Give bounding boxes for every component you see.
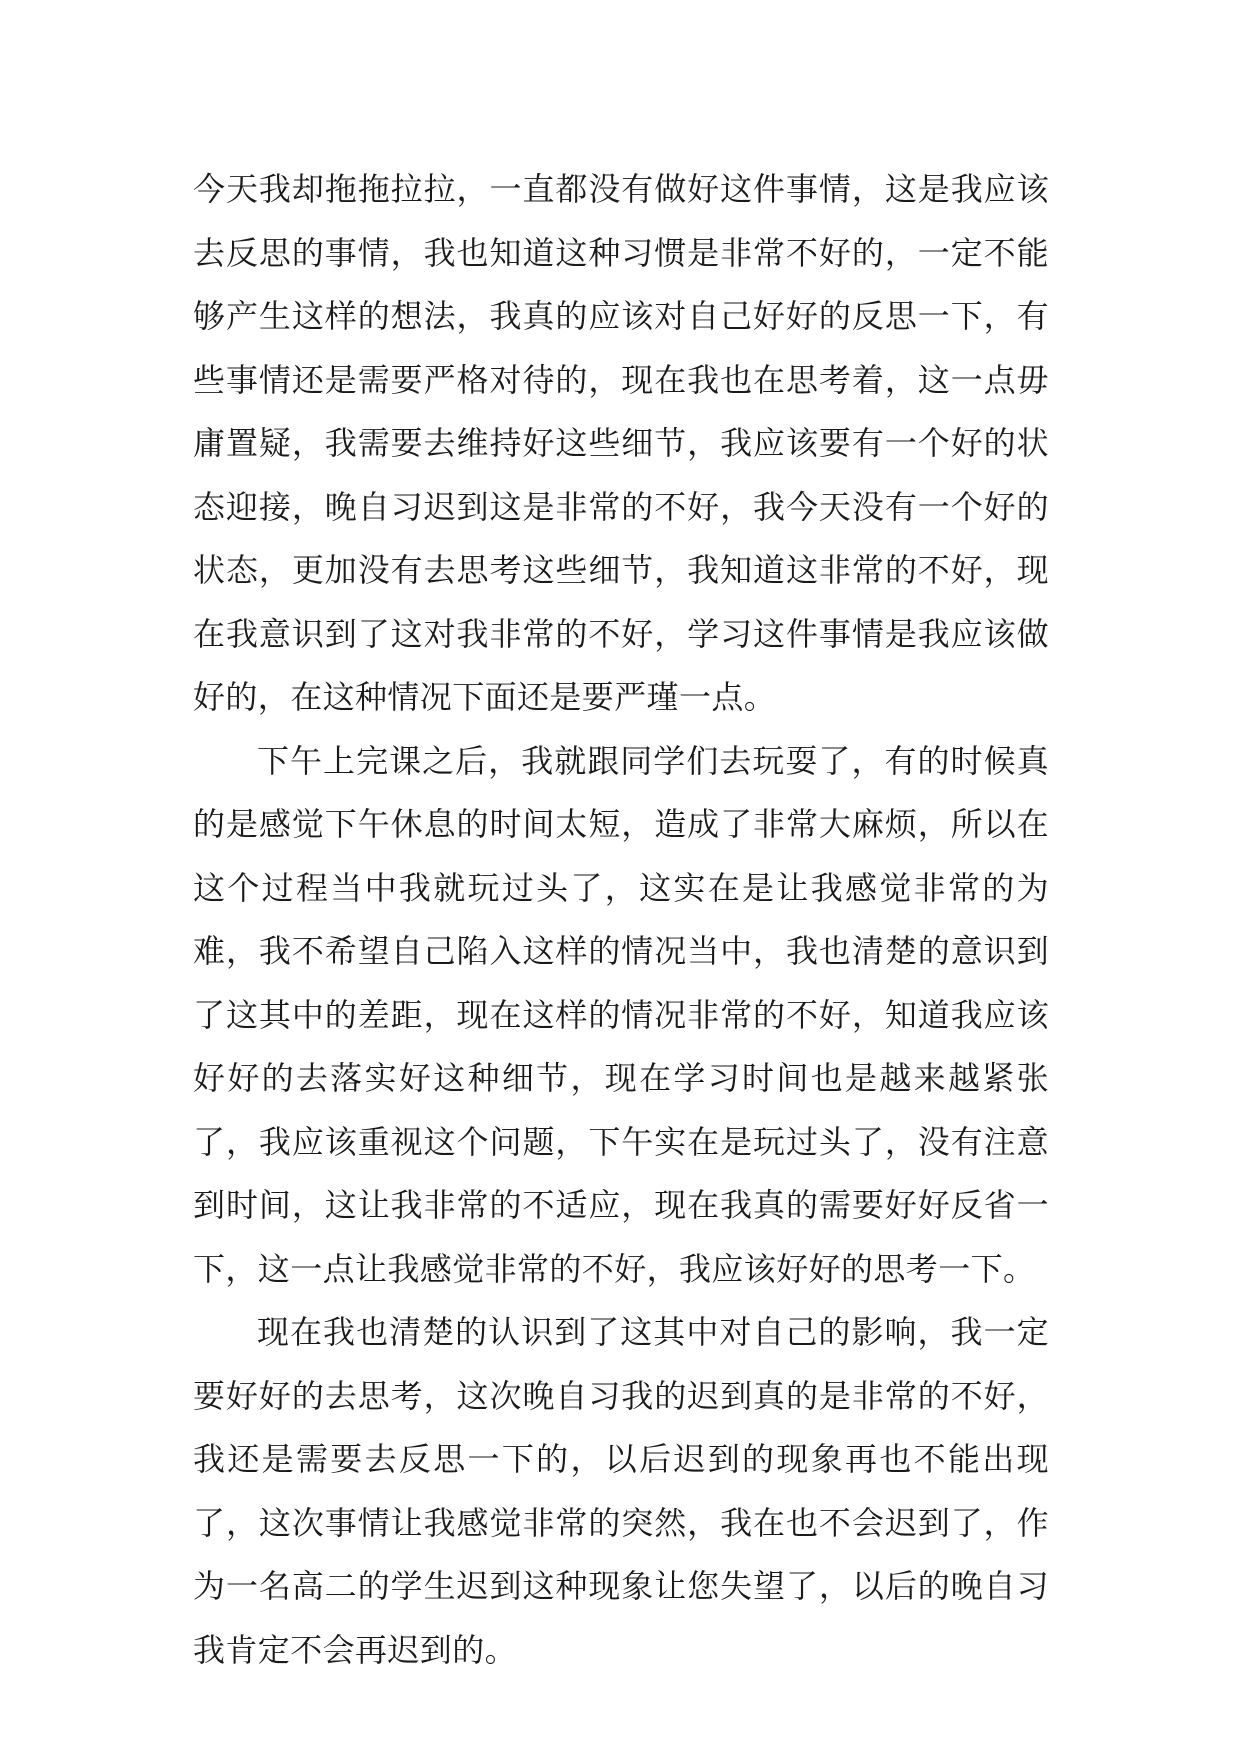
paragraph-2: 下午上完课之后，我就跟同学们去玩耍了，有的时候真的是感觉下午休息的时间太短，造成了非常大麻烦，所以在这个过程当中我就玩过头了，这实在是让我感觉非常的为难，我不希望自己陷入这样的情况当中，我也清楚的意识到了这其中的差距，现在这样的情况非常的不好，知道我应该好好的去落实好这种细节，现在学习时间也是越来越紧张了，我应该重视这个问题，下午实在是玩过头了，没有注意到时间，这让我非常的不适应，现在我真的需要好好反省一下，这一点让我感觉非常的不好，我应该好好的思考一下。 <box>193 741 1049 1288</box>
document-body <box>193 158 1049 1682</box>
paragraph-1: 今天我却拖拖拉拉，一直都没有做好这件事情，这是我应该去反思的事情，我也知道这种习惯是非常不好的，一定不能够产生这样的想法，我真的应该对自己好好的反思一下，有些事情还是需要严格对待的，现在我也在思考着，这一点毋庸置疑，我需要去维持好这些细节，我应该要有一个好的状态迎接，晚自习迟到这是非常的不好，我今天没有一个好的状态，更加没有去思考这些细节，我知道这非常的不好，现在我意识到了这对我非常的不好，学习这件事情是我应该做好的，在这种情况下面还是要严瑾一点。 <box>193 170 1049 716</box>
paragraph-3: 现在我也清楚的认识到了这其中对自己的影响，我一定要好好的去思考，这次晚自习我的迟到真的是非常的不好，我还是需要去反思一下的，以后迟到的现象再也不能出现了，这次事情让我感觉非常的突然，我在也不会迟到了，作为一名高二的学生迟到这种现象让您失望了，以后的晚自习我肯定不会再迟到的。 <box>193 1313 1049 1669</box>
